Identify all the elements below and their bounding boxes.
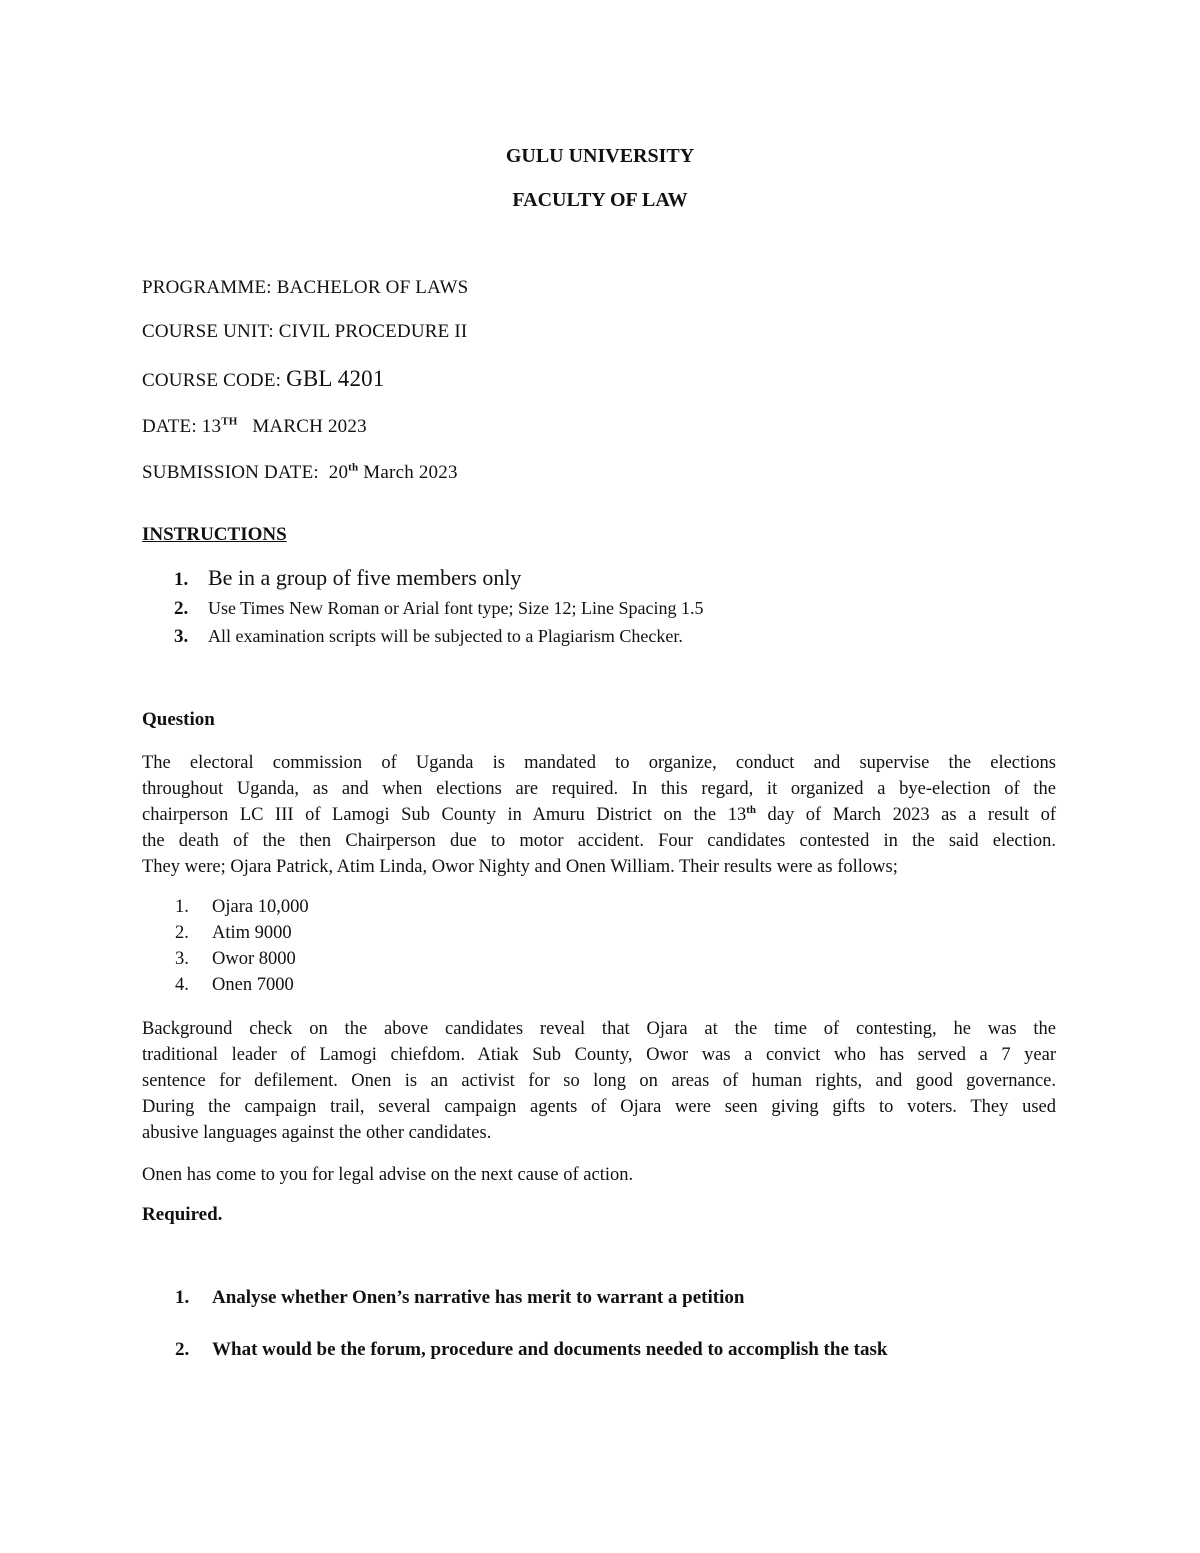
paragraph-line: During the campaign trail, several campaign agents of Ojara were seen giving gifts to voters. They used <box>142 1097 1056 1117</box>
result-item <box>175 949 296 970</box>
question-paragraph-1 <box>142 750 1056 880</box>
result-text: Owor 8000 <box>212 949 296 969</box>
day-suffix: th <box>746 803 756 816</box>
result-item <box>175 897 309 918</box>
date-suffix: TH <box>221 415 238 428</box>
date-label: DATE: 13 <box>142 416 222 437</box>
instruction-number: 1. <box>174 569 189 590</box>
submission-label: SUBMISSION DATE: 20 <box>142 462 349 483</box>
submission-suffix: th <box>348 461 359 474</box>
programme-line: PROGRAMME: BACHELOR OF LAWS <box>142 277 469 298</box>
instruction-item <box>142 565 521 591</box>
required-text: Analyse whether Onen’s narrative has merit to warrant a petition <box>212 1287 745 1308</box>
required-number: 2. <box>175 1339 190 1360</box>
required-heading: Required. <box>142 1204 223 1225</box>
result-text: Onen 7000 <box>212 975 294 995</box>
course-code-label: COURSE CODE: <box>142 370 287 391</box>
paragraph-line <box>142 802 1056 828</box>
course-unit-line: COURSE UNIT: CIVIL PROCEDURE II <box>142 321 468 342</box>
course-code-line <box>142 366 385 392</box>
question-paragraph-2 <box>142 1016 1056 1146</box>
instruction-text: Use Times New Roman or Arial font type; Size 12; Line Spacing 1.5 <box>208 598 704 618</box>
result-number: 1. <box>175 897 189 917</box>
instructions-heading: INSTRUCTIONS <box>142 524 287 545</box>
result-number: 4. <box>175 975 189 995</box>
result-item <box>175 975 294 996</box>
date-line <box>142 416 367 438</box>
paragraph-line: throughout Uganda, as and when elections are required. In this regard, it organized a bye-election of the <box>142 779 1056 799</box>
result-item <box>175 923 292 944</box>
instruction-text: All examination scripts will be subjected to a Plagiarism Checker. <box>208 626 683 646</box>
result-number: 3. <box>175 949 189 969</box>
paragraph-line: abusive languages against the other candidates. <box>142 1123 492 1143</box>
paragraph-line: sentence for defilement. Onen is an activist for so long on areas of human rights, and good governance. <box>142 1071 1056 1091</box>
paragraph-line: Background check on the above candidates reveal that Ojara at the time of contesting, he was the <box>142 1019 1056 1039</box>
university-title: GULU UNIVERSITY <box>505 145 695 167</box>
instruction-text: Be in a group of five members only <box>208 565 522 590</box>
paragraph-line: the death of the then Chairperson due to motor accident. Four candidates contested in the said election. <box>142 831 1056 851</box>
instruction-number: 3. <box>174 626 189 647</box>
instruction-number: 2. <box>174 598 189 619</box>
date-rest: MARCH 2023 <box>237 416 367 437</box>
paragraph-line: traditional leader of Lamogi chiefdom. Atiak Sub County, Owor was a convict who has served a 7 year <box>142 1045 1056 1065</box>
submission-date-line <box>142 462 458 484</box>
course-code-value: GBL 4201 <box>286 366 385 391</box>
required-number: 1. <box>175 1287 190 1308</box>
question-paragraph-3 <box>142 1162 1056 1188</box>
result-text: Atim 9000 <box>212 923 292 943</box>
question-heading: Question <box>142 709 215 730</box>
paragraph-line: The electoral commission of Uganda is mandated to organize, conduct and supervise the elections <box>142 753 1056 773</box>
required-item <box>175 1287 744 1309</box>
result-number: 2. <box>175 923 189 943</box>
paragraph-text: chairperson LC III of Lamogi Sub County in Amuru District on the 13 <box>142 805 747 825</box>
required-item <box>175 1339 887 1361</box>
result-text: Ojara 10,000 <box>212 897 309 917</box>
required-text: What would be the forum, procedure and documents needed to accomplish the task <box>212 1339 888 1360</box>
paragraph-line: Onen has come to you for legal advise on the next cause of action. <box>142 1165 634 1185</box>
faculty-title: FACULTY OF LAW <box>512 189 688 211</box>
submission-rest: March 2023 <box>358 462 458 483</box>
paragraph-text: day of March 2023 as a result of <box>755 805 1056 825</box>
instruction-item <box>142 626 683 648</box>
paragraph-line: They were; Ojara Patrick, Atim Linda, Owor Nighty and Onen William. Their results were as follows; <box>142 857 898 877</box>
instruction-item <box>142 598 703 620</box>
